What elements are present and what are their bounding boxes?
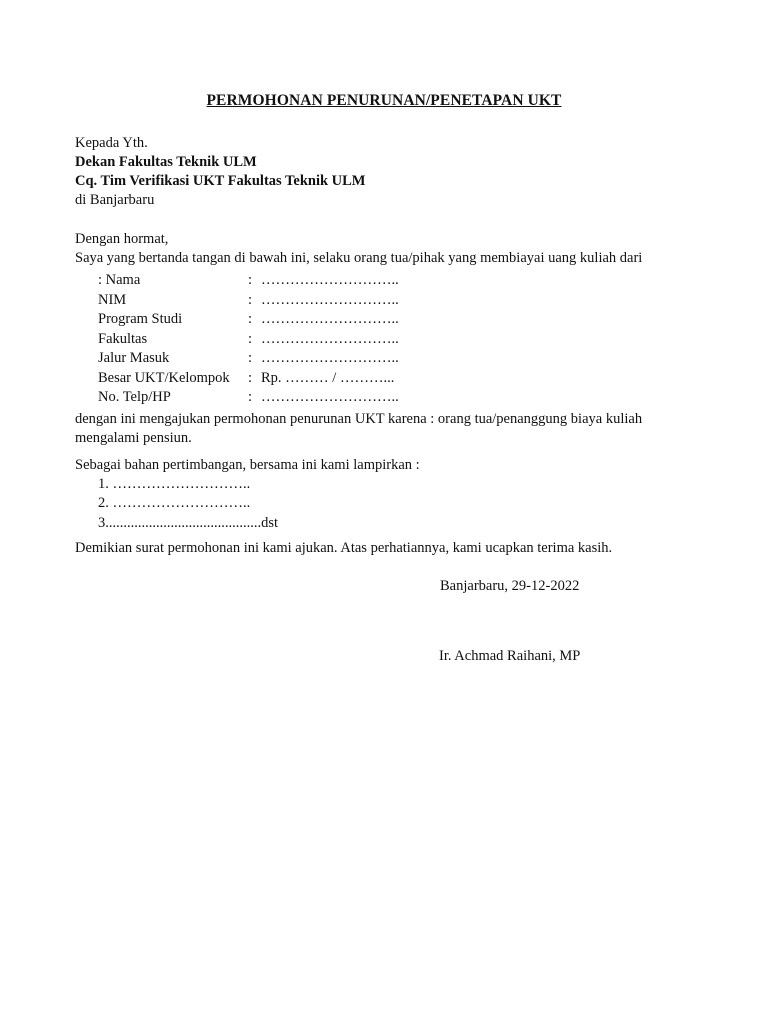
closing-text: Demikian surat permohonan ini kami ajukan. Atas perhatiannya, kami ucapkan terima kasih.	[75, 540, 613, 556]
field-label: Jalur Masuk	[98, 350, 170, 366]
signature-name: Ir. Achmad Raihani, MP	[439, 648, 581, 664]
attachment-item: 1. ………………………..	[98, 476, 251, 492]
field-value: ………………………..	[261, 272, 399, 288]
recipient-line-2: Cq. Tim Verifikasi UKT Fakultas Teknik ULM	[75, 173, 366, 189]
field-colon: :	[248, 331, 253, 347]
attachment-item: 3...........................................dst	[98, 515, 279, 531]
field-label: Program Studi	[98, 311, 183, 327]
field-value: ………………………..	[261, 292, 399, 308]
reason-line-1: dengan ini mengajukan permohonan penurunan UKT karena : orang tua/penanggung biaya kuliah	[75, 411, 643, 427]
field-colon: :	[248, 292, 253, 308]
field-value: ………………………..	[261, 331, 399, 347]
field-value: ………………………..	[261, 350, 399, 366]
field-colon: :	[248, 311, 253, 327]
field-colon: :	[248, 370, 253, 386]
field-label: : Nama	[98, 272, 141, 288]
field-value: Rp. ……… / ………...	[261, 370, 395, 386]
reason-line-2: mengalami pensiun.	[75, 430, 192, 446]
field-value: ………………………..	[261, 311, 399, 327]
recipient-greeting: Kepada Yth.	[75, 135, 148, 151]
field-label: NIM	[98, 292, 127, 308]
field-colon: :	[248, 389, 253, 405]
document-title: PERMOHONAN PENURUNAN/PENETAPAN UKT	[206, 92, 562, 109]
intro-text: Saya yang bertanda tangan di bawah ini, selaku orang tua/pihak yang membiayai uang kuliah dari	[75, 250, 643, 266]
field-label: No. Telp/HP	[98, 389, 171, 405]
field-colon: :	[248, 350, 253, 366]
attachments-intro: Sebagai bahan pertimbangan, bersama ini kami lampirkan :	[75, 457, 420, 473]
attachment-item: 2. ………………………..	[98, 495, 251, 511]
field-label: Fakultas	[98, 331, 148, 347]
field-colon: :	[248, 272, 253, 288]
field-label: Besar UKT/Kelompok	[98, 370, 230, 386]
signature-place-date: Banjarbaru, 29-12-2022	[440, 578, 580, 594]
field-value: ………………………..	[261, 389, 399, 405]
recipient-location: di Banjarbaru	[75, 192, 155, 208]
recipient-line-1: Dekan Fakultas Teknik ULM	[75, 154, 257, 170]
salutation: Dengan hormat,	[75, 231, 169, 247]
